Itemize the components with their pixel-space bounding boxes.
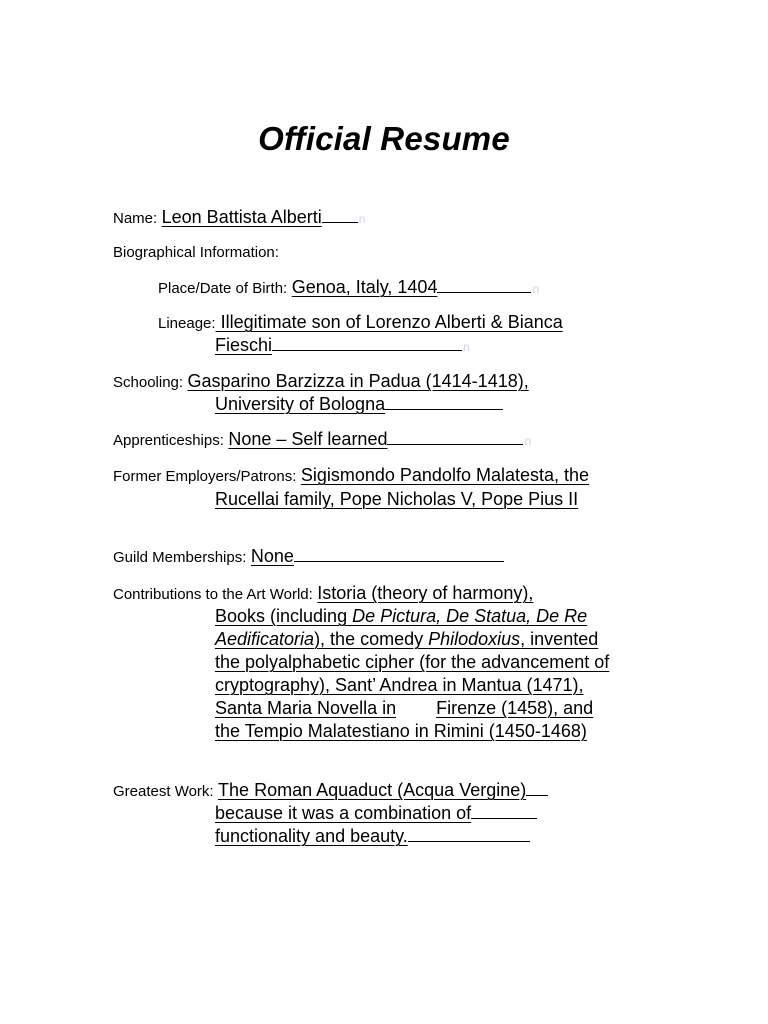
greatest-underline-3 — [408, 840, 530, 842]
greatest-underline-1 — [526, 794, 548, 796]
guild-label: Guild Memberships: — [113, 549, 247, 566]
contributions-line2-titles: De Pictura, De Statua, De Re — [352, 606, 588, 626]
bio-label: Biographical Information: — [113, 244, 279, 261]
lineage-label: Lineage: — [158, 315, 216, 332]
apprenticeships-underline — [387, 443, 523, 445]
contributions-label: Contributions to the Art World: — [113, 586, 313, 603]
greatest-cont-row-1 — [215, 802, 537, 826]
lineage-row — [158, 311, 563, 335]
birth-row — [158, 276, 539, 301]
name-row — [113, 206, 365, 231]
lineage-value-line1: Illegitimate son of Lorenzo Alberti & Bianca — [215, 312, 563, 332]
bio-row — [113, 241, 279, 264]
greatest-row — [113, 779, 548, 803]
lineage-value-line2: Fieschi — [215, 335, 273, 355]
name-label: Name: — [113, 210, 158, 227]
birth-label: Place/Date of Birth: — [158, 280, 288, 297]
contributions-line6-a: Santa Maria Novella in — [215, 698, 397, 718]
employers-row — [113, 464, 589, 488]
contributions-row — [113, 582, 533, 606]
lineage-underline — [272, 349, 462, 351]
schooling-label: Schooling: — [113, 374, 184, 391]
apprenticeships-row — [113, 428, 531, 453]
contributions-line5: cryptography), Sant’ Andrea in Mantua (1471), — [215, 675, 584, 695]
contributions-line3-title: Aedificatoria — [215, 629, 315, 649]
guild-value: None — [250, 546, 294, 566]
greatest-cont-row-2 — [215, 825, 530, 849]
name-underline — [322, 221, 358, 223]
birth-underline — [437, 291, 531, 293]
employers-label: Former Employers/Patrons: — [113, 468, 297, 485]
guild-underline — [294, 560, 504, 562]
apprenticeships-placeholder-mark: n — [524, 434, 532, 448]
contributions-line2-text: Books (including — [215, 606, 353, 626]
birth-value: Genoa, Italy, 1404 — [291, 277, 438, 297]
guild-row — [113, 545, 504, 569]
apprenticeships-label: Apprenticeships: — [113, 432, 224, 449]
contributions-line3-tail: , invented — [520, 629, 599, 649]
birth-placeholder-mark: n — [532, 282, 540, 296]
lineage-cont-row — [215, 334, 470, 359]
contributions-line3-comedy: Philodoxius — [428, 629, 521, 649]
contributions-line3 — [215, 628, 598, 651]
name-value: Leon Battista Alberti — [161, 207, 322, 227]
contributions-line3-text: ), the comedy — [314, 629, 429, 649]
contributions-line6-gap — [396, 697, 436, 720]
contributions-line6-b: Firenze (1458), and — [436, 698, 594, 718]
employers-cont-row — [215, 488, 578, 512]
lineage-placeholder-mark: n — [463, 340, 470, 354]
schooling-underline — [385, 408, 503, 410]
greatest-value-line2: because it was a combination of — [215, 803, 472, 823]
contributions-line6 — [215, 697, 593, 720]
schooling-row — [113, 370, 529, 394]
contributions-line4: the polyalphabetic cipher (for the advancement of — [215, 652, 610, 672]
greatest-value-line1: The Roman Aquaduct (Acqua Vergine) — [218, 780, 527, 800]
document-title: Official Resume — [258, 120, 510, 157]
schooling-cont-row — [215, 393, 503, 417]
greatest-value-line3: functionality and beauty. — [215, 826, 408, 846]
contributions-line7: the Tempio Malatestiano in Rimini (1450-1468) — [215, 721, 587, 741]
name-placeholder-mark: n — [358, 212, 366, 226]
schooling-value-line1: Gasparino Barzizza in Padua (1414-1418), — [187, 371, 529, 391]
apprenticeships-value: None – Self learned — [228, 429, 388, 449]
employers-value-line1: Sigismondo Pandolfo Malatesta, the — [300, 465, 590, 485]
employers-value-line2: Rucellai family, Pope Nicholas V, Pope Pius II — [215, 489, 579, 509]
greatest-underline-2 — [471, 817, 537, 819]
schooling-value-line2: University of Bologna — [215, 394, 386, 414]
contributions-line2 — [215, 605, 587, 628]
greatest-label: Greatest Work: — [113, 783, 214, 800]
contributions-value-line1: Istoria (theory of harmony), — [317, 583, 534, 603]
